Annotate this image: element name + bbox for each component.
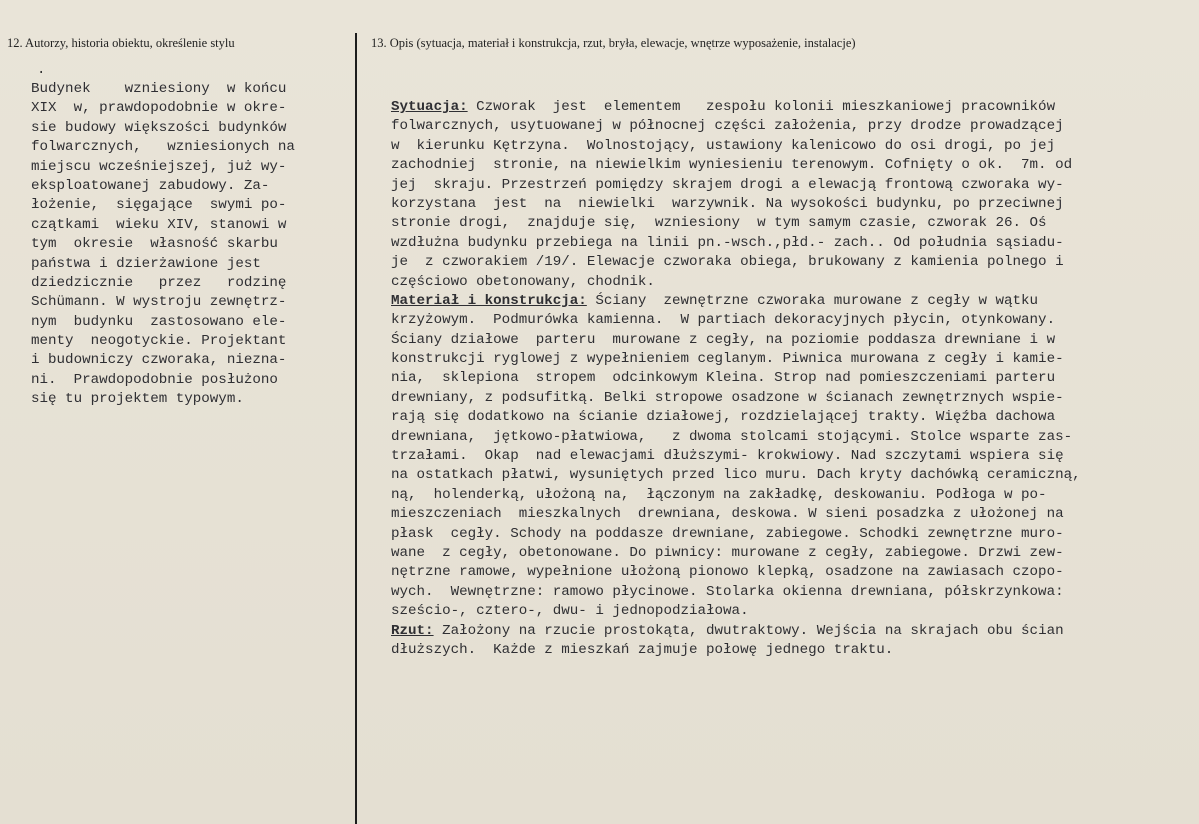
text-line: XIX w, prawdopodobnie w okre- [31,100,287,117]
text-line [391,583,1181,602]
line-text: Czworak jest elementem zespołu kolonii mieszkaniowej pracowników [467,99,1056,115]
text-line [391,486,1181,505]
text-line: miejscu wcześniejszej, już wy- [31,158,287,175]
line-text: Założony na rzucie prostokąta, dwutraktowy. Wejścia na skrajach obu ścian [433,622,1064,639]
line-text: zachodniej stronie, na niewielkim wyniesieniu terenowym. Cofnięty o ok. 7m. od [391,157,1073,174]
text-line [391,466,1181,485]
line-text: płask cegły. Schody na poddasze drewniane, zabiegowe. Schodki zewnętrzne muro- [391,525,1064,542]
text-line: tym okresie własność skarbu [31,236,278,253]
text-line: Budynek wzniesiony w końcu [31,81,287,97]
text-line [391,641,1181,660]
text-line: Schümann. W wystroju zewnętrz- [31,294,287,311]
text-line [391,447,1181,466]
column-divider [355,33,357,824]
line-text: jej skraju. Przestrzeń pomiędzy skrajem drogi a elewacją frontową czworaka wy- [391,176,1064,193]
text-line [391,622,1181,641]
section-13-heading: 13. Opis (sytuacja, materiał i konstrukcja, rzut, bryła, elewacje, wnętrze wyposażenie, instalacje) [371,36,856,50]
text-line [391,311,1181,330]
line-text: wzdłużna budynku przebiega na linii pn.-wsch.,płd.- zach.. Od południa sąsiadu- [391,234,1064,251]
text-line [391,292,1181,311]
text-line: folwarcznych, wzniesionych na [31,139,295,156]
text-line [391,117,1181,136]
text-line [391,525,1181,544]
text-line [391,408,1181,427]
text-line [391,544,1181,563]
text-line [391,176,1181,195]
text-line: nym budynku zastosowano ele- [31,313,287,330]
line-text: nętrzne ramowe, wypełnione ułożoną pionowo klepką, osadzone na zawiasach czopo- [391,564,1064,581]
line-text: korzystana jest na niewielki warzywnik. Na wysokości budynku, po przeciwnej [391,195,1064,212]
line-text: dłuższych. Każde z mieszkań zajmuje połowę jednego traktu. [391,641,894,658]
line-text: ną, holenderką, ułożoną na, łączonym na zakładkę, deskowaniu. Podłoga w po- [391,486,1047,503]
text-line: państwa i dzierżawione jest [31,255,261,272]
line-text: wane z cegły, obetonowane. Do piwnicy: murowane z cegły, zabiegowe. Drzwi zew- [391,544,1064,561]
line-text: Ściany działowe parteru murowane z cegły, na poziomie poddasza drewniane i w [391,331,1056,348]
text-line [391,331,1181,350]
line-text: Ściany zewnętrzne czworaka murowane z cegły w wątku [586,292,1039,309]
line-text: częściowo obetonowany, chodnik. [391,273,655,290]
line-text: krzyżowym. Podmurówka kamienna. W partiach dekoracyjnych płycin, otynkowany. [391,312,1056,329]
line-text: konstrukcji ryglowej z wypełnieniem ceglanym. Piwnica murowana z cegły i kamie- [391,351,1064,368]
section-label: Rzut: [391,622,434,639]
text-line [391,156,1181,175]
section-label: Materiał i konstrukcja: [391,292,587,309]
line-text: trzałami. Okap nad elewacjami dłuższymi- krokwiowy. Nad szczytami wspiera się [391,448,1064,465]
line-text: drewniany, z podsufitką. Belki stropowe osadzone w ścianach zewnętrznych wspie- [391,389,1064,406]
text-line [391,234,1181,253]
text-line [391,195,1181,214]
line-text: wych. Wewnętrzne: ramowo płycinowe. Stolarka okienna drewniana, półskrzynkowa: [391,583,1064,600]
text-line [391,369,1181,388]
text-line [391,137,1181,156]
line-text: mieszczeniach mieszkalnych drewniana, deskowa. W sieni posadzka z ułożonej na [391,506,1064,523]
text-line: eksploatowanej zabudowy. Za- [31,177,270,194]
authors-history-text [31,80,353,410]
line-text: na ostatkach płatwi, wysuniętych przed lico muru. Dach kryty dachówką ceramiczną, [391,467,1081,484]
text-line: i budowniczy czworaka, niezna- [31,352,287,369]
text-line: ni. Prawdopodobnie posłużono [31,371,278,388]
text-line [391,389,1181,408]
text-line: menty neogotyckie. Projektant [31,333,287,350]
text-line [391,214,1181,233]
text-line [391,273,1181,292]
section-12-heading: 12. Autorzy, historia obiektu, określenie stylu [7,36,235,50]
line-text: w kierunku Kętrzyna. Wolnostojący, ustawiony kalenicowo do osi drogi, po jej [391,137,1056,154]
text-line [391,253,1181,272]
margin-dot: . [37,62,46,78]
line-text: drewniana, jętkowo-płatwiowa, z dwoma stolcami stojącymi. Stolce wsparte zas- [391,428,1073,445]
text-line: sie budowy większości budynków [31,119,287,136]
text-line [391,98,1181,117]
text-line [391,428,1181,447]
line-text: stronie drogi, znajduje się, wzniesiony w tym samym czasie, czworak 26. Oś [391,215,1047,232]
description-text [391,98,1181,660]
text-line [391,350,1181,369]
text-line: czątkami wieku XIV, stanowi w [31,216,287,233]
text-line: dziedzicznie przez rodzinę [31,274,287,291]
text-line [391,563,1181,582]
section-label: Sytuacja: [391,99,468,115]
text-line [391,505,1181,524]
line-text: sześcio-, cztero-, dwu- i jednopodziałowa. [391,603,749,620]
line-text: je z czworakiem /19/. Elewacje czworaka obiega, brukowany z kamienia polnego i [391,254,1064,271]
text-line: łożenie, sięgające swymi po- [31,197,287,214]
line-text: rają się dodatkowo na ścianie działowej, rozdzielającej trakty. Więźba dachowa [391,409,1056,426]
text-line [391,602,1181,621]
line-text: folwarcznych, usytuowanej w północnej części założenia, przy drodze prowadzącej [391,118,1064,135]
line-text: nia, sklepiona stropem odcinkowym Kleina. Strop nad pomieszczeniami parteru [391,370,1056,387]
text-line: się tu projektem typowym. [31,391,244,408]
